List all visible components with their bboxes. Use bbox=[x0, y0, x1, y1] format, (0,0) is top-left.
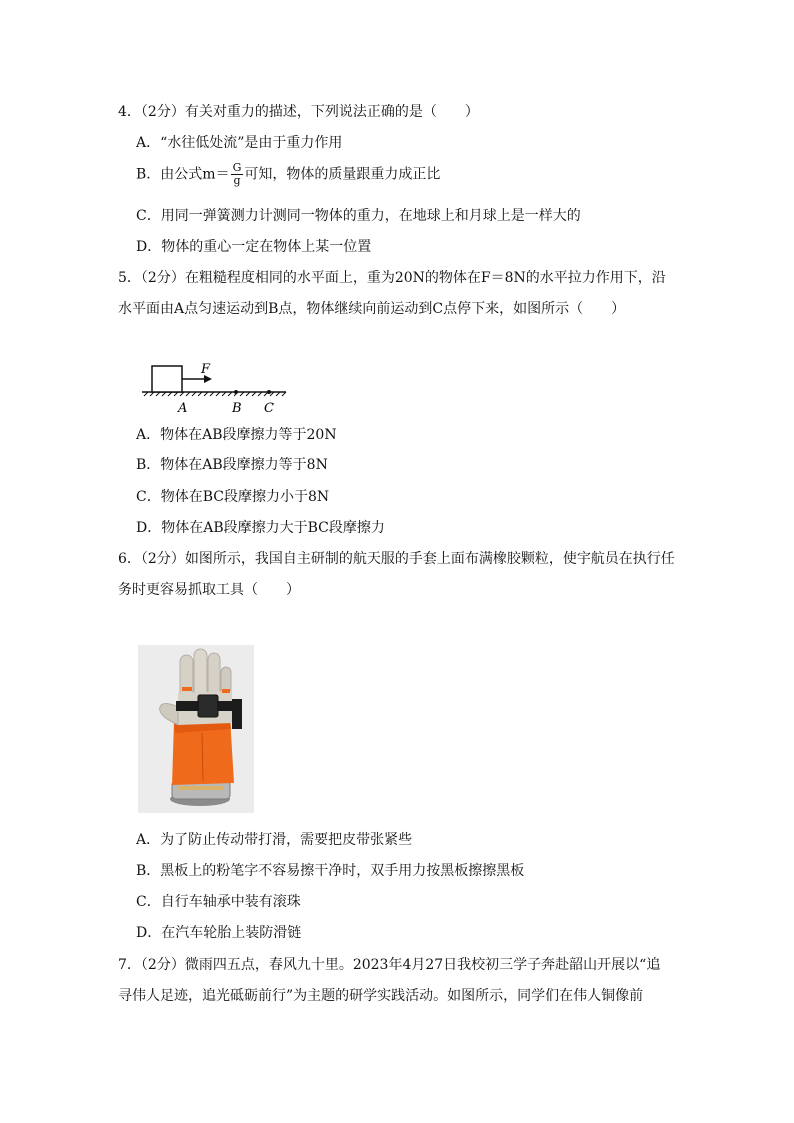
strap-buckle bbox=[198, 695, 218, 717]
q4-option-b-suffix: 可知，物体的质量跟重力成正比 bbox=[244, 166, 441, 183]
point-b-dot bbox=[234, 390, 238, 394]
strap-tab bbox=[232, 699, 242, 729]
q5-option-d: D．物体在AB段摩擦力大于BC段摩擦力 bbox=[136, 520, 385, 536]
spacesuit-glove-image bbox=[138, 645, 254, 813]
finger-accent-2 bbox=[222, 689, 230, 693]
q4-option-c: C．用同一弹簧测力计测同一物体的重力，在地球上和月球上是一样大的 bbox=[136, 208, 581, 224]
q5-stem-line1: 5．（2分）在粗糙程度相同的水平面上，重为20N的物体在F＝8N的水平拉力作用下，沿 bbox=[118, 270, 666, 286]
q4-option-a: A．“水往低处流”是由于重力作用 bbox=[136, 135, 343, 151]
force-label: F bbox=[201, 362, 211, 377]
q5-option-a: A．物体在AB段摩擦力等于20N bbox=[136, 427, 337, 443]
q5-option-b: B．物体在AB段摩擦力等于8N bbox=[136, 457, 328, 473]
q6-stem-line1: 6．（2分）如图所示，我国自主研制的航天服的手套上面布满橡胶颗粒，使宇航员在执行任 bbox=[118, 551, 675, 567]
q4-option-b-prefix: B．由公式m＝ bbox=[136, 166, 230, 183]
point-b-label: B bbox=[232, 401, 242, 416]
finger-accent-1 bbox=[182, 687, 192, 691]
force-diagram bbox=[140, 358, 290, 420]
wrist-ring-band bbox=[178, 786, 224, 790]
q6-option-c: C．自行车轴承中装有滚珠 bbox=[136, 894, 301, 910]
q6-option-a: A．为了防止传动带打滑，需要把皮带张紧些 bbox=[136, 832, 413, 848]
q4-stem: 4．（2分）有关对重力的描述，下列说法正确的是（ ） bbox=[118, 104, 479, 120]
fraction-numerator: G bbox=[232, 161, 242, 174]
q4-option-d: D．物体的重心一定在物体上某一位置 bbox=[136, 239, 372, 255]
q5-stem-line2: 水平面由A点匀速运动到B点，物体继续向前运动到C点停下来，如图所示（ ） bbox=[118, 301, 626, 317]
q7-stem-line1: 7．（2分）微雨四五点，春风九十里。2023年4月27日我校初三学子奔赴韶山开展以“追 bbox=[118, 957, 661, 973]
block bbox=[152, 366, 182, 392]
q6-option-b: B．黑板上的粉笔字不容易擦干净时，双手用力按黑板擦擦黑板 bbox=[136, 863, 525, 879]
q4-option-b bbox=[136, 162, 440, 187]
point-a-label: A bbox=[178, 401, 188, 416]
q5-option-c: C．物体在BC段摩擦力小于8N bbox=[136, 489, 330, 505]
q7-stem-line2: 寻伟人足迹，追光砥砺前行”为主题的研学实践活动。如图所示，同学们在伟人铜像前 bbox=[118, 988, 644, 1004]
fraction-denominator: g bbox=[233, 174, 241, 187]
q6-option-d: D．在汽车轮胎上装防滑链 bbox=[136, 925, 302, 941]
formula-fraction bbox=[231, 162, 244, 187]
q6-stem-line2: 务时更容易抓取工具（ ） bbox=[118, 582, 300, 598]
point-c-label: C bbox=[264, 401, 274, 416]
point-c-dot bbox=[267, 390, 271, 394]
